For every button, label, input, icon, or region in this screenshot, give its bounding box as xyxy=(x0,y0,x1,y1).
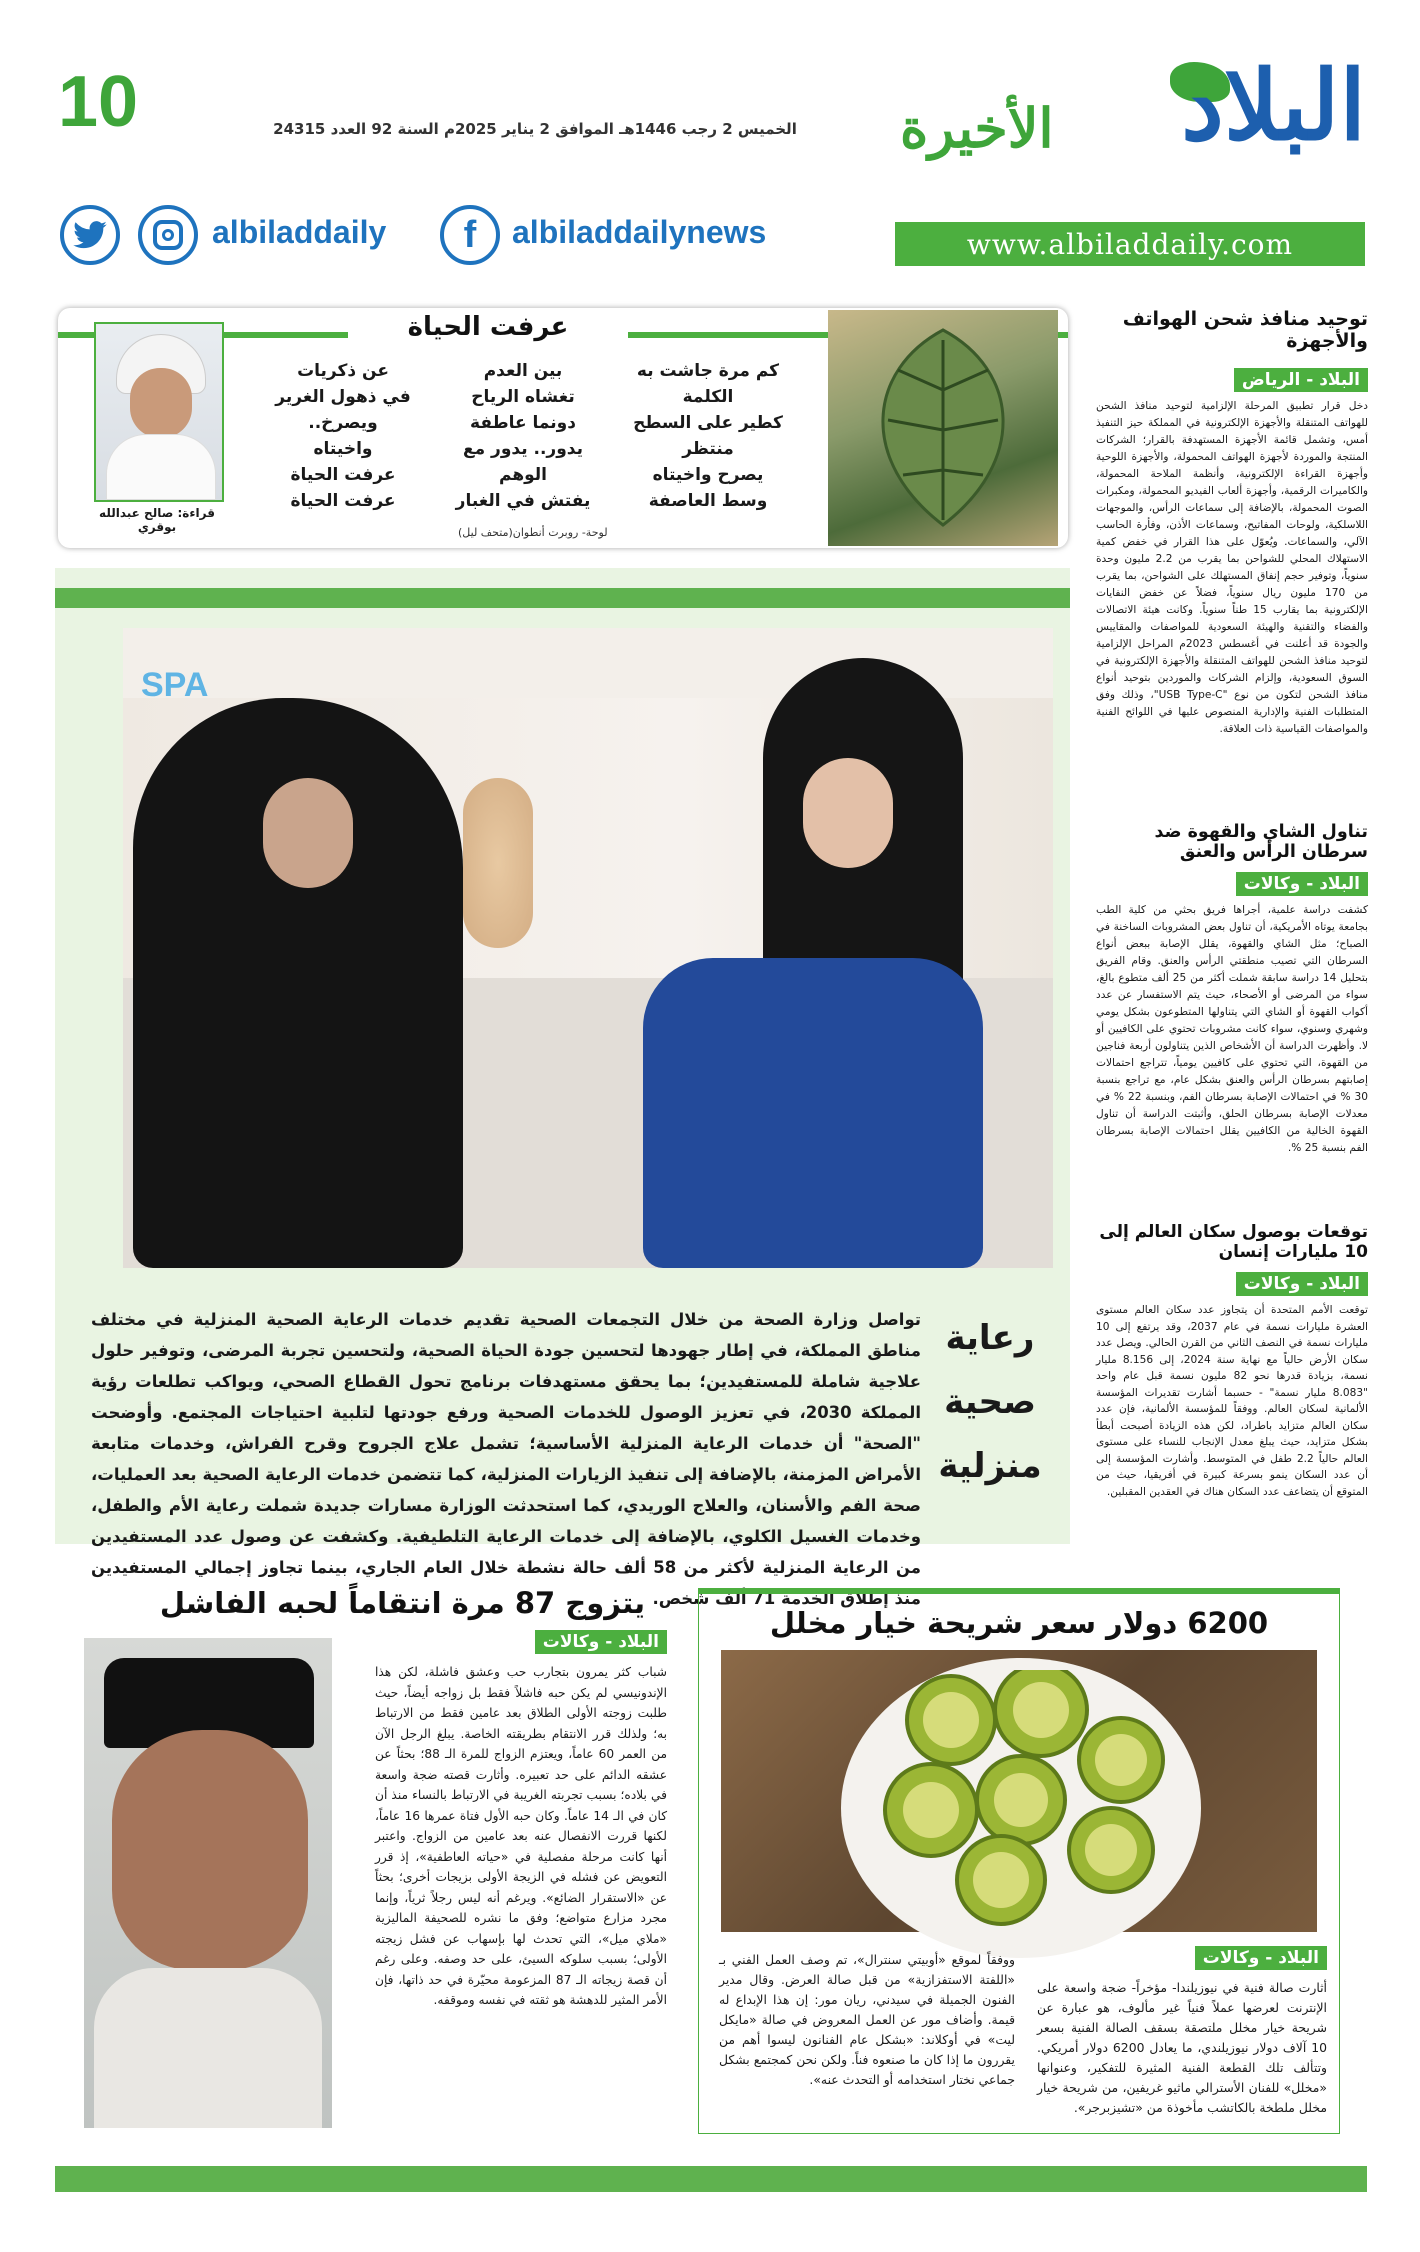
article-population-tag: البلاد - وكالات xyxy=(1236,1272,1368,1296)
pickle-photo xyxy=(721,1650,1317,1932)
pickle-title: 6200 دولار سعر شريحة خيار مخلل xyxy=(769,1606,1269,1640)
article-population-title: توقعات بوصول سكان العالم إلى 10 مليارات إنسان xyxy=(1099,1222,1368,1262)
marriage-title: يتزوج 87 مرة انتقاماً لحبه الفاشل xyxy=(159,1586,645,1620)
twitter-link[interactable] xyxy=(60,205,120,265)
article-charging-title: توحيد منافذ شحن الهواتف والأجهزة xyxy=(1122,308,1368,352)
article-population-body: توقعت الأمم المتحدة أن يتجاوز عدد سكان العالم مستوى العشرة مليارات نسمة في عام 2037، وقد يرتفع إلى 10 مليارات نسمة في النصف الثاني من القرن الحالي. ويصل عدد سكان الأرض حالياً مع نهاية سنة 2024، إلى 8.156 مليار نسمة، بزيادة قدرها نحو 82 مليون نسمة قبل عام واحد "8.083 مليار نسمة" - حسبما أشارت تقديرات المؤسسة الألمانية لسكان العالم. ووفقاً للمؤسسة الألمانية، فإن عدد سكان العالم متزايد باطراد، لكن هذه الزيادة أصبحت أبطأ بشكل متزايد، حيث يبلغ معدل الإنجاب للنساء على مستوى العالم حالياً 2.2 طفل في المتوسط. وأشارت المؤسسة إلى أن عدد السكان ينمو بسرعة كبيرة في أفريقيا، حيث من المتوقع أن يتضاعف عدد السكان هناك في العقدين المقبلين. xyxy=(1096,1304,1369,1498)
twitter-icon xyxy=(60,205,120,265)
logo-sub: الأخيرة xyxy=(900,96,1054,160)
poem-box xyxy=(58,308,1068,548)
marriage-photo xyxy=(84,1638,332,2128)
poem-painting xyxy=(828,310,1058,546)
poem-col-2: بين العدم تغشاه الرياح دونما عاطفة يدور.. يدور مع الوهم يفتش في الغبار xyxy=(455,361,591,511)
author-photo xyxy=(94,322,224,502)
article-population xyxy=(1096,1222,1368,1500)
article-tea xyxy=(1096,822,1368,1157)
pickle-body-right: أثارت صالة فنية في نيوزيلندا- مؤخراً- ضجة واسعة على الإنترنت لعرضها عملاً فنياً غير مألوف، هو عبارة عن شريحة خيار مخلل ملتصقة بسقف الصالة الفنية بسعر 10 آلاف دولار نيوزيلندي، ما يعادل 6200 دولار أمريكي. وتتألف تلك القطعة الفنية المثيرة للتفكير، وعنوانها «مخلل» للفنان الأسترالي ماثيو غريفين، من شريحة خيار مخلل ملطخة بالكاتشب مأخوذة من «تشيزبرجر». xyxy=(1037,1980,1328,2115)
newspaper-logo xyxy=(890,49,1370,166)
article-tea-body: كشفت دراسة علمية، أجراها فريق بحثي من كلية الطب بجامعة يوتاه الأمريكية، أن تناول بعض المشروبات الساخنة في الصباح؛ مثل الشاي والقهوة، يقلل الإصابة ببعض أنواع السرطان التي تصيب منطقتي الرأس والعنق. وقام الفريق بتحليل 14 دراسة سابقة شملت أكثر من 25 ألف متطوع بالغ، سواء من المرضى أو الأصحاء، حيث يتم الاستفسار عن عدد أكواب القهوة أو الشاي التي يتناولها المتطوعون بشكل يومي وشهري وسنوي، سواء كانت مشروبات تحتوي على الكافيين أو لا. وأظهرت الدراسة أن الأشخاص الذين يتناولون أربعة فناجين من القهوة، التي تحتوي على كافيين يومياً، تتراجع احتمالات إصابتهم بسرطان الرأس والعنق بشكل عام، مع تراجع بنسبة 30 % في احتمالات الإصابة بسرطان الفم، وبنسبة 22 % في معدلات الإصابة بسرطان الحلق، وأثبتت الدراسة أن تناول القهوة الخالية من الكافيين يقلل احتمالات الإصابة بسرطان الفم بنسبة 25 %. xyxy=(1096,904,1368,1154)
article-charging-body: دخل قرار تطبيق المرحلة الإلزامية لتوحيد منافذ الشحن للهواتف المتنقلة والأجهزة الإلكترونية في المملكة حيز التنفيذ أمس، وتشمل قائمة الأجهزة المستهدفة بالقرار؛ الشركات المنتجة والموردة لأجهزة الهواتف المحمولة، والأجهزة اللوحية وأجهزة القراءة الإلكترونية، وأنظمة الملاحة المحمولة، والكاميرات الرقمية، وأجهزة ألعاب الفيديو المحمولة، ومكبرات الصوت المحمولة، بالإضافة إلى سماعات الرأس، والموجهات اللاسلكية، ولوحات المفاتيح، وسماعات الأذن، وفأرة الحاسب الآلي، والسماعات. ويُعوّل على هذا القرار في خفض كمية الاستهلاك المحلي للشواحن بما يقرب من 2.2 مليون وحدة سنوياً، وتوفير حجم إنفاق المستهلك على الشواحن، بما يقرب من 170 مليون ريال سنوياً، فضلاً عن خفض النفايات الإلكترونية بما يقارب 15 طناً سنوياً. وكانت هيئة الاتصالات والفضاء والتقنية والهيئة السعودية للمواصفات والمقاييس والجودة قد أعلنت في أغسطس 2023م المراحل الإلزامية لتوحيد منافذ الشحن للهواتف المتنقلة والأجهزة الإلكترونية في السوق السعودية، وإلزام الشركات والموردين بتوحيد أنواع منافذ الشحن لتكون من نوع "USB Type-C"، وذلك وفق المتطلبات الفنية والإدارية المنصوص عليها في اللوائح الفنية والمواصفات القياسية ذات العلاقة. xyxy=(1096,400,1369,735)
poem-col-1: كم مرة جاشت به الكلمة كطير على السطح منتظر يصرح واخيتاه وسط العاصفة xyxy=(633,361,783,511)
article-tea-title: تناول الشاي والقهوة ضد سرطان الرأس والعنق xyxy=(1154,822,1368,862)
marriage-tag: البلاد - وكالات xyxy=(535,1630,667,1654)
author-caption: قراءة: صالح عبدالله بوقري xyxy=(82,506,232,534)
date-line: الخميس 2 رجب 1446هـ الموافق 2 يناير 2025م السنة 92 العدد 24315 xyxy=(273,120,797,138)
poem-col-3: عن ذكريات في ذهول الغرير ويصرخ.. واخيتاه عرفت الحياة عرفت الحياة xyxy=(275,361,411,511)
page-number: 10 xyxy=(58,62,139,142)
logo-main: البلاد xyxy=(1181,49,1366,162)
home-care-title: رعاية صحية منزلية xyxy=(938,1318,1042,1486)
article-tea-tag: البلاد - وكالات xyxy=(1236,872,1368,896)
home-care-photo xyxy=(123,628,1053,1268)
facebook-link[interactable] xyxy=(440,205,500,265)
facebook-handle[interactable]: albiladdailynews xyxy=(512,214,767,250)
article-charging xyxy=(1096,308,1368,738)
marriage-article xyxy=(375,1630,667,2011)
spa-watermark: SPA xyxy=(141,666,209,704)
pickle-box xyxy=(698,1588,1340,2134)
poem-title: عرفت الحياة xyxy=(348,312,628,342)
painting-caption: لوحة- روبرت أنطوان(متحف ليل) xyxy=(458,526,608,539)
social-handle[interactable]: albiladdaily xyxy=(212,214,387,250)
home-care-body: تواصل وزارة الصحة من خلال التجمعات الصحية تقديم خدمات الرعاية الصحية المنزلية في مختلف مناطق المملكة، في إطار جهودها لتحسين جودة الحياة الصحية، ولتحسين تجربة المرضى، وتوفير حلول علاجية شاملة للمستفيدين؛ بما يحقق مستهدفات برنامج تحول القطاع الصحي، ويواكب تطلعات رؤية المملكة 2030، في تعزيز الوصول للخدمات الصحية ورفع جودتها لتلبية احتياجات المجتمع. وأوضحت "الصحة" أن خدمات الرعاية المنزلية الأساسية؛ تشمل علاج الجروح وقرح الفراش، وخدمات متابعة الأمراض المزمنة، بالإضافة إلى تنفيذ الزيارات المنزلية، كما تتضمن خدمات الرعاية الصحية بعد العمليات، صحة الفم والأسنان، والعلاج الوريدي، كما استحدثت الوزارة مسارات جديدة شملت رعاية الأم والطفل، وخدمات الغسيل الكلوي، بالإضافة إلى خدمات الرعاية التلطيفية. وكشفت عن وصول عدد المستفيدين من الرعاية المنزلية لأكثر من 58 ألف حالة نشطة خلال العام الجاري، بينما تجاوز إجمالي المستفيدين منذ إطلاق الخدمة 71 ألف شخص. xyxy=(91,1310,922,1608)
instagram-icon xyxy=(138,205,198,265)
instagram-link[interactable] xyxy=(138,205,198,265)
website-url: www.albiladdaily.com xyxy=(966,227,1294,261)
facebook-icon: f xyxy=(440,205,500,265)
website-banner[interactable] xyxy=(895,222,1365,266)
pickle-tag: البلاد - وكالات xyxy=(1195,1946,1327,1970)
pickle-body-left: ووفقاً لموقع «أوبيتي سنترال»، تم وصف العمل الفني بـ «اللفتة الاستفزازية» من قبل صالة العرض. وقال مدير الفنون الجميلة في سيدني، ريان مور: إن هذا الإبداع له قيمة. وأضاف مور عن العمل المعروض في صالة «مايكل ليت» في أوكلاند: «بشكل عام الفنانون ليسوا أهم من يقررون ما إذا كان ما صنعوه فناً. ولكن نحن كمجتمع بشكل جماعي نختار استخدامه أو التحدث عنه». xyxy=(719,1952,1015,2087)
marriage-body: شباب كثر يمرون بتجارب حب وعشق فاشلة، لكن هذا الإندونيسي لم يكن حبه فاشلاً فقط بل زواجه أيضاً، حيث طلبت زوجته الأولى الطلاق بعد عامين فقط من الارتباط به؛ ولذلك قرر الانتقام بطريقته الخاصة. يبلغ الرجل الآن من العمر 60 عاماً، ويعتزم الزواج للمرة الـ 88؛ بحثاً عن عشقه الدائم على حد تعبيره. وأثارت قصته ضجة واسعة في بلاده؛ بسبب تجربته الغريبة في الارتباط بالنساء منذ أن كان في الـ 14 عاماً. وكان حبه الأول فتاة عمرها 16 عاماً، لكنها قررت الانفصال عنه بعد عامين من الزواج. واعتبر أنها كانت مرحلة مفصلية في «حياته العاطفية»، إذ قرر التعويض عن فشله في الزيجة الأولى بزيجات أخرى؛ بحثاً عن «الاستقرار الضائع». ويرغم أنه ليس رجلاً ثرياً، وإنما مجرد مزارع متواضع؛ وفق ما نشره للصحيفة الماليزية «ملاي ميل»، التي تحدث لها بإسهاب عن فشل زيجته الأولى؛ بسبب سلوكه السيئ، على حد وصفه. وعلى رغم أن قصة زيجاته الـ 87 المزعومة محيّرة في حد ذاتها، فإن الأمر المثير للدهشة هو ثقته في نفسه وموقفه. xyxy=(375,1665,668,2007)
article-charging-tag: البلاد - الرياض xyxy=(1234,368,1368,392)
footer-bar xyxy=(55,2166,1367,2192)
